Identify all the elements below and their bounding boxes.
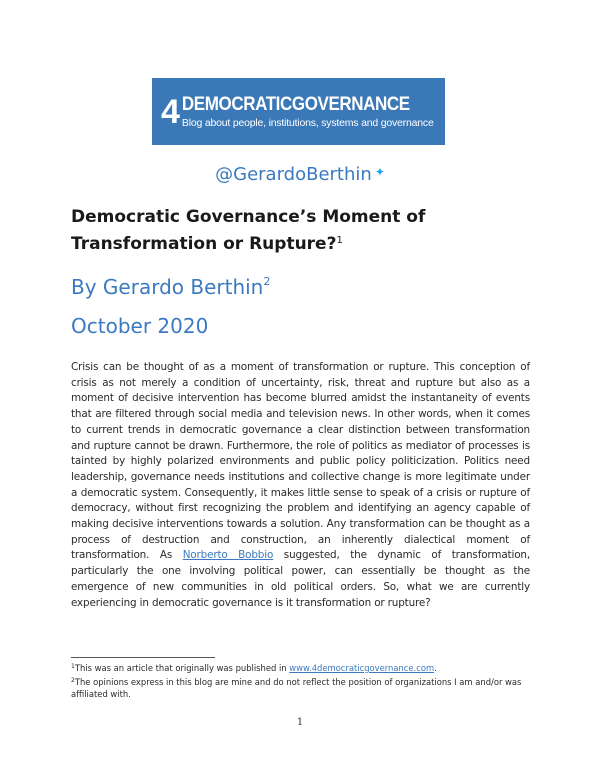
- footnote-2-text: The opinions express in this blog are mine and do not reflect the position of organizations I am and/or was affiliated with.: [71, 677, 522, 699]
- footnote-2-ref: 2: [71, 677, 75, 684]
- logo-subtitle: Blog about people, institutions, systems and governance: [181, 117, 434, 129]
- footnote-1: [71, 661, 530, 674]
- footnote-2: [71, 675, 530, 700]
- blog-website-link[interactable]: www.4democraticgovernance.com: [289, 663, 435, 673]
- twitter-bird-icon: ✦: [374, 165, 385, 179]
- body-text-part-1: Crisis can be thought of as a moment of transformation or rupture. This conception of crisis as not merely a condition of uncertainty, risk, threat and rupture but also as a moment of decisive intervention has become blurred amidst the instantaneity of events that are filtered through social media and television news. In other words, when it comes to current trends in democratic governance a clear distinction between transformation and rupture cannot be drawn. Furthermore, the role of politics as mediator of processes is tainted by highly polarized environments and public policy politicization. Politics need leadership, governance needs institutions and collective change is more legitimate under a democratic system. Consequently, it makes little sense to speak of a crisis or rupture of democracy, without first recognizing the problem and identifying an agency capable of making decisive interventions towards a solution. Any transformation can be thought as a process of destruction and construction, an inherently dialectical moment of transformation. As: [71, 361, 530, 562]
- article-body: [71, 360, 530, 611]
- blog-banner-logo: [152, 78, 445, 145]
- page-number: 1: [296, 717, 304, 728]
- footnotes: [71, 661, 530, 701]
- logo-number: 4: [161, 92, 179, 131]
- norberto-bobbio-link[interactable]: Norberto Bobbio: [182, 549, 274, 562]
- publication-date: October 2020: [71, 314, 209, 338]
- footnote-1-ref: 1: [71, 663, 75, 670]
- logo-text: [182, 94, 434, 129]
- byline-footnote-ref: 2: [263, 275, 271, 288]
- handle-text: @GerardoBerthin: [215, 164, 372, 185]
- byline: [71, 275, 270, 299]
- article-title: [71, 205, 531, 256]
- title-footnote-ref: 1: [336, 235, 343, 246]
- body-text-part-2: suggested, the dynamic of transformation, particularly the one involving political power, can essentially be thought as the emergence of new communities in old political orders. So, what we are currently experiencing in democratic governance is it transformation or rupture?: [71, 549, 530, 609]
- byline-text: By Gerardo Berthin: [71, 275, 264, 299]
- footnote-divider: [71, 657, 215, 658]
- logo-title: DEMOCRATICGOVERNANCE: [181, 92, 410, 115]
- twitter-handle: [0, 164, 600, 185]
- footnote-1-text: This was an article that originally was published in: [74, 663, 290, 673]
- article-title-text: Democratic Governance’s Moment of Transformation or Rupture?: [71, 207, 426, 254]
- footnote-1-after: .: [434, 663, 437, 673]
